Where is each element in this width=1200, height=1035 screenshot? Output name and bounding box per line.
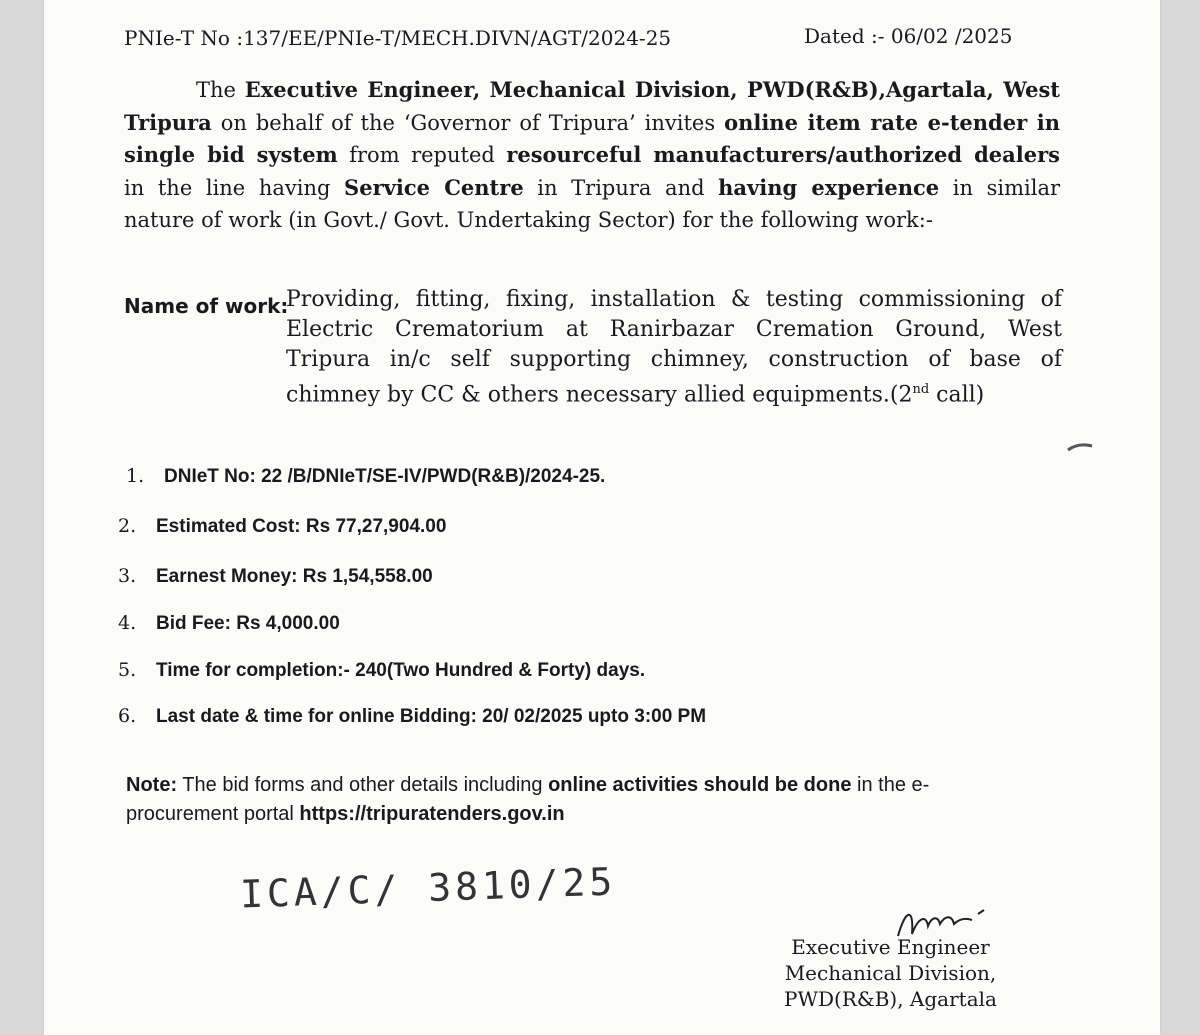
note-text: The bid forms and other details including [177,774,549,796]
list-item [118,515,446,538]
name-of-work-label: Name of work: [124,294,289,318]
note-line [126,771,1086,800]
list-item-number: 1. [126,465,145,487]
name-of-work-line [286,375,1062,410]
intro-text: in Tripura and [523,175,719,200]
intro-text: in the line having [124,175,345,200]
name-of-work-line: Tripura in/c self supporting chimney, construction of base of [286,347,1062,372]
note-text: procurement portal [126,803,300,825]
list-item [118,612,340,635]
signatory-division: Mechanical Division, [784,961,997,985]
portal-url: https://tripuratenders.gov.in [299,803,565,825]
note-label: Note: [126,774,178,796]
ink-speck [1064,440,1104,454]
intro-text: nature of work (in Govt./ Govt. Undertaking Sector) for the following work:- [124,208,933,232]
list-item [126,465,605,488]
tender-reference-number: PNIe-T No :137/EE/PNIe-T/MECH.DIVN/AGT/2024-25 [124,26,672,50]
intro-line [124,204,1060,237]
intro-emphasis: having experience [718,174,940,200]
notice-date: Dated :- 06/02 /2025 [804,24,1013,48]
ordinal-suffix: nd [912,382,930,397]
intro-line [124,172,1060,205]
name-of-work-line: Electric Crematorium at Ranirbazar Cremation Ground, West [286,317,1062,342]
name-of-work-line: Providing, fitting, fixing, installation & testing commissioning of [286,287,1062,312]
signatory-office: PWD(R&B), Agartala [784,987,997,1011]
intro-text: from reputed [337,143,507,167]
intro-emphasis: Service Centre [344,174,524,200]
intro-emphasis: Executive Engineer, Mechanical Division, PWD(R&B),Agartala, West [244,77,1060,102]
signatory-title: Executive Engineer [791,935,990,959]
intro-line [124,74,1060,107]
handwritten-reference: ICA/C/ 3810/25 [239,859,617,917]
list-item-text: Last date & time for online Bidding: 20/ 02/2025 upto 3:00 PM [156,706,707,727]
intro-text: on behalf of the ‘Governor of Tripura’ invites [211,110,725,135]
signature-block [784,934,997,1012]
intro-emphasis: online item rate e-tender in [724,109,1060,135]
list-item-text: Earnest Money: Rs 1,54,558.00 [156,566,433,587]
list-item-text: Bid Fee: Rs 4,000.00 [156,613,340,634]
intro-emphasis: resourceful manufacturers/authorized dealers [506,142,1060,167]
list-item-number: 6. [118,705,137,727]
list-item [118,705,706,728]
list-item [118,565,433,588]
name-of-work-line-text: chimney by CC & others necessary allied equipments.(2 [286,382,913,408]
intro-text: in similar [939,175,1060,200]
list-item-text: Time for completion:- 240(Two Hundred & Forty) days. [156,660,646,681]
intro-line [124,107,1060,140]
list-item-number: 2. [118,515,137,537]
note-emphasis: online activities should be done [548,774,852,796]
note-line [126,800,1086,829]
list-item-number: 4. [118,612,137,634]
intro-emphasis: single bid system [124,142,338,167]
intro-emphasis: Tripura [124,109,212,135]
list-item-number: 5. [118,659,137,681]
list-item-text: DNIeT No: 22 /B/DNIeT/SE-IV/PWD(R&B)/2024-25. [164,466,606,487]
note-text: in the e- [851,774,930,796]
intro-text: The [196,78,245,102]
list-item [118,659,645,682]
intro-paragraph [124,74,1060,237]
intro-line [124,139,1060,172]
note-paragraph [126,771,1086,829]
name-of-work-tail: call) [929,382,985,408]
list-item-text: Estimated Cost: Rs 77,27,904.00 [156,516,447,537]
name-of-work-text [286,285,1062,410]
document-page [44,0,1160,1035]
list-item-number: 3. [118,565,137,587]
